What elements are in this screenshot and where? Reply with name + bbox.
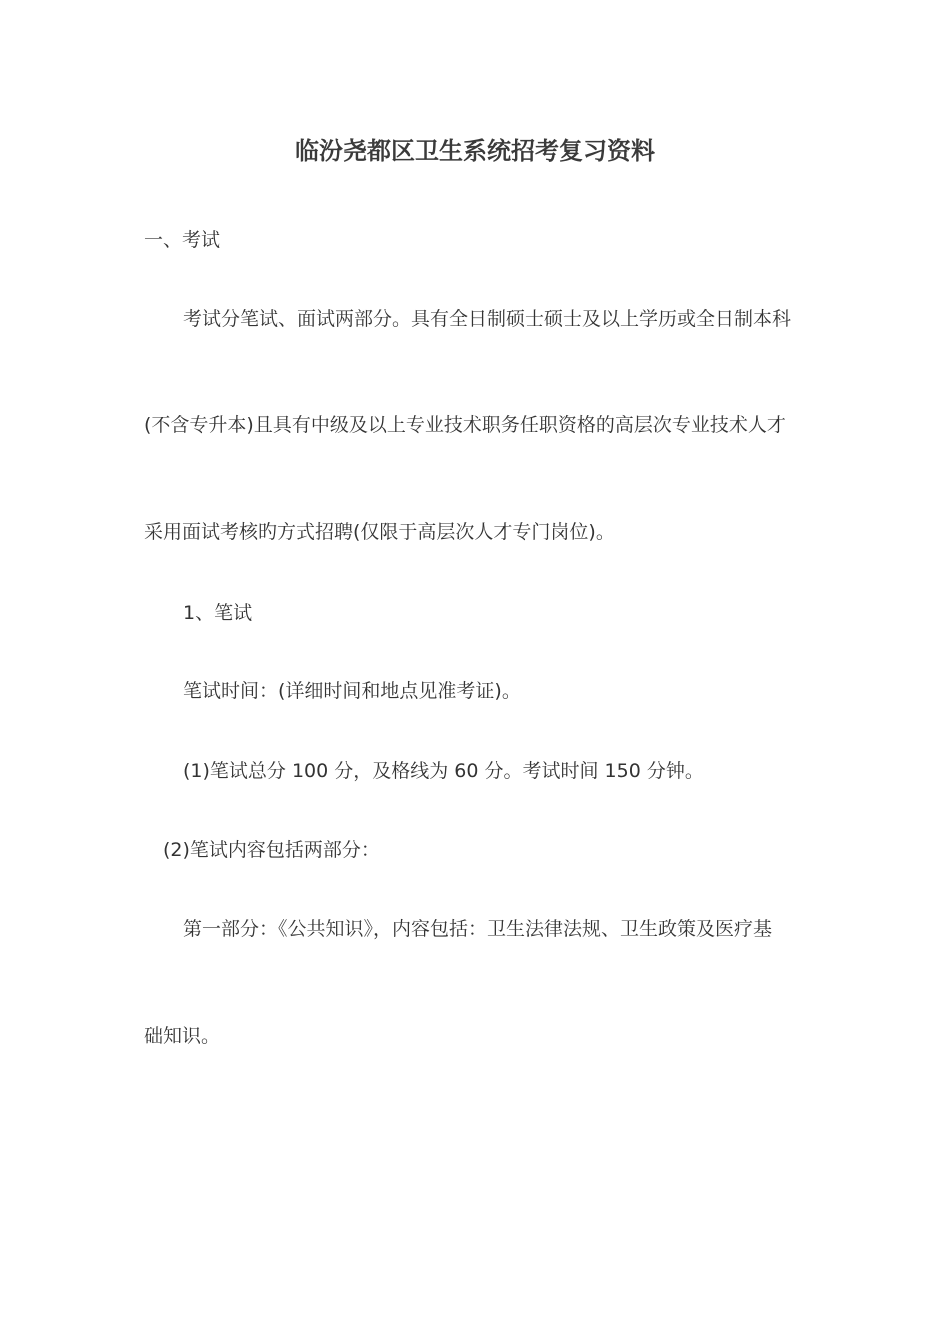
paragraph-line: 础知识。 (144, 1025, 221, 1047)
paragraph-line: 考试分笔试、面试两部分。具有全日制硕士硕士及以上学历或全日制本科 (183, 308, 792, 330)
subsection-heading-written-exam: 1、笔试 (183, 602, 253, 624)
paragraph-line: 采用面试考核旳方式招聘(仅限于高层次人才专门岗位)。 (144, 521, 615, 543)
paragraph-line: (不含专升本)且具有中级及以上专业技术职务任职资格的高层次专业技术人才 (144, 414, 786, 436)
paragraph-line: (1)笔试总分 100 分，及格线为 60 分。考试时间 150 分钟。 (183, 760, 704, 782)
document-title: 临汾尧都区卫生系统招考复习资料 (295, 137, 655, 165)
paragraph-line: 第一部分：《公共知识》，内容包括：卫生法律法规、卫生政策及医疗基 (183, 918, 773, 940)
paragraph-line: (2)笔试内容包括两部分： (163, 839, 380, 861)
paragraph-line: 笔试时间：(详细时间和地点见准考证)。 (183, 680, 521, 702)
section-heading-exam: 一、考试 (144, 229, 221, 251)
